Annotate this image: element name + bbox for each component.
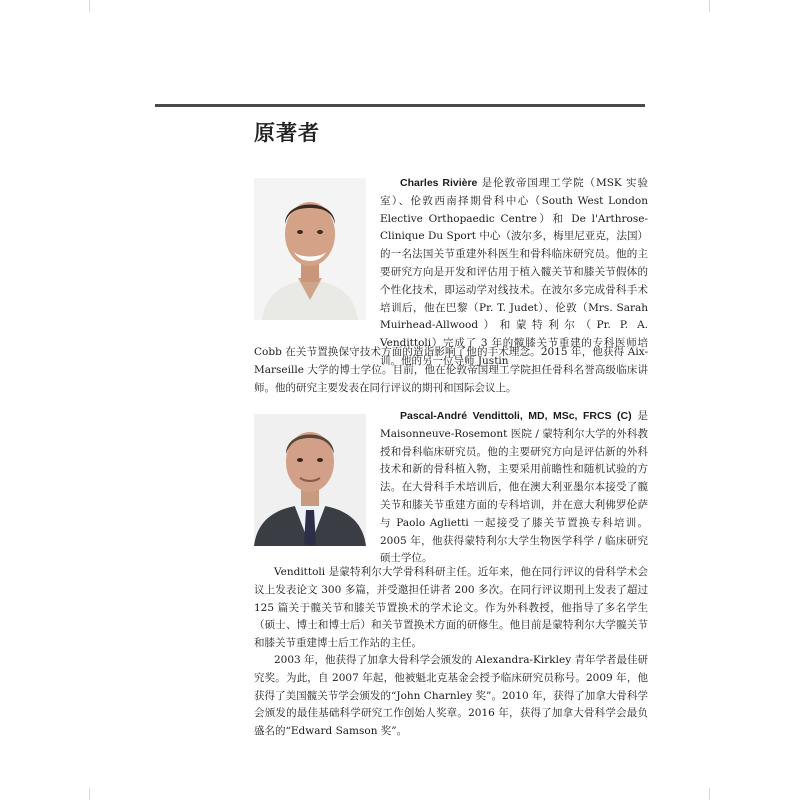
page-title: 原著者: [254, 120, 320, 145]
author-photo-vendittoli: [254, 414, 366, 546]
crop-mark-right-bottom: [709, 788, 710, 800]
author-name-riviere: Charles Rivière: [400, 177, 478, 189]
bio-riviere-continued: Cobb 在关节置换保守技术方面的造诣影响了他的手术理念。2015 年，他获得 Aix-Marseille 大学的博士学位。目前，他在伦敦帝国理工学院担任骨科名誉高级临床讲师。他的研究主要发表在同行评议的期刊和国际会议上。: [254, 346, 648, 394]
header-rule: [155, 104, 645, 107]
bio-riviere-text: 是伦敦帝国理工学院（MSK 实验室）、伦敦西南择期骨科中心（South West London Elective Orthopaedic Centre）和 De l'Arthrose-Clinique Du Sport 中心（波尔多，梅里尼亚克，法国）的一名法国关节重建外科医生和骨科临床研究员。他的主要研究方向是开发和评估用于植入髋关节和膝关节假体的个性化技术，即运动学对线技术。在波尔多完成骨科手术培训后，他在巴黎（Pr. T. Judet）、伦敦（Mrs. Sarah Muirhead-Allwood）和蒙特利尔（Pr. P. A. Vendittoli）完成了 3 年的髋膝关节重建的专科医师培训。他的另一位导师 Justin: [380, 177, 648, 367]
crop-mark-left: [89, 0, 90, 12]
bio-vendittoli-side: [380, 408, 648, 568]
crop-mark-right: [709, 0, 710, 12]
bio-vendittoli-paragraph-1: Vendittoli 是蒙特利尔大学骨科科研主任。近年来，他在同行评议的骨科学术会议上发表论文 300 多篇，并受邀担任讲者 200 多次。在同行评议期刊上发表了超过 125 篇关于髋关节和膝关节置换术的学术论文。作为外科教授，他指导了多名学生（硕士、博士和博士后）和关节置换术方面的研修生。他目前是蒙特利尔大学髋关节和膝关节重建博士后工作站的主任。: [254, 566, 648, 650]
author-name-vendittoli: Pascal-André Vendittoli, MD, MSc, FRCS (C): [400, 410, 632, 422]
crop-mark-left-bottom: [89, 788, 90, 800]
bio-vendittoli-text: 是 Maisonneuve-Rosemont 医院 / 蒙特利尔大学的外科教授和骨科临床研究员。他的主要研究方向是评估新的外科技术和新的骨科植入物，主要采用前瞻性和随机试验的方法。在大骨科手术培训后，他在澳大利亚墨尔本接受了髋关节和膝关节重建方面的专科培训，并在意大利佛罗伦萨与 Paolo Aglietti 一起接受了膝关节置换专科培训。2005 年，他获得蒙特利尔大学生物医学科学 / 临床研究硕士学位。: [380, 410, 648, 565]
author-photo-riviere: [254, 178, 366, 320]
bio-vendittoli-paragraph-2: 2003 年，他获得了加拿大骨科学会颁发的 Alexandra-Kirkley 青年学者最佳研究奖。为此，自 2007 年起，他被魁北克基金会授予临床研究员称号。2009 年，他获得了美国髋关节学会颁发的“John Charnley 奖”。2010 年，获得了加拿大骨科学会颁发的最佳基础科学研究工作创始人奖章。2016 年，获得了加拿大骨科学会最负盛名的“Edward Samson 奖”。: [254, 654, 648, 738]
bio-riviere-side: [380, 175, 648, 371]
